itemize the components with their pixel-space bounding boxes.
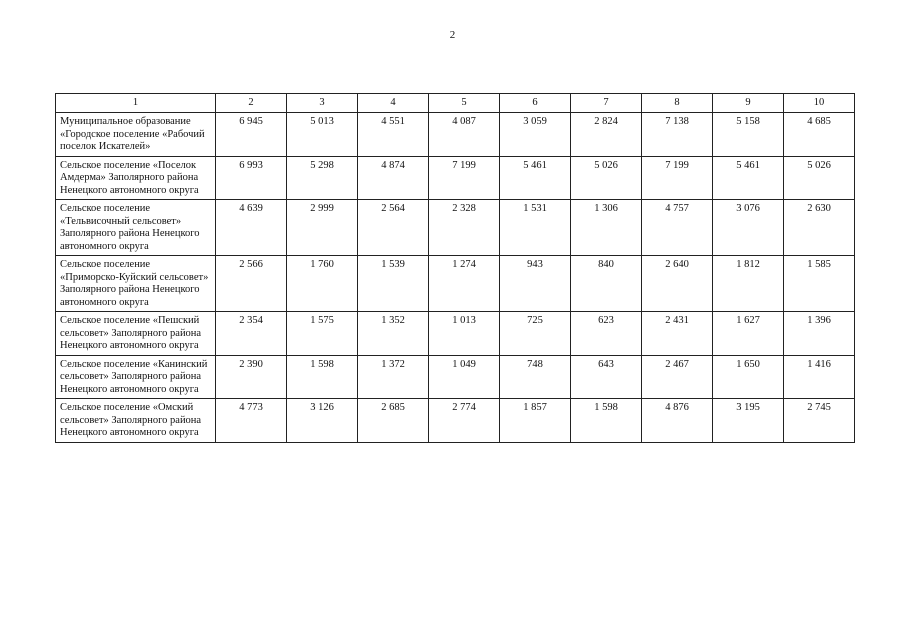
value-cell: 4 087	[429, 113, 500, 157]
column-header: 9	[713, 94, 784, 113]
value-cell: 2 630	[784, 200, 855, 256]
table-row	[56, 156, 855, 200]
value-cell: 2 999	[287, 200, 358, 256]
value-cell: 1 049	[429, 355, 500, 399]
value-cell: 2 390	[216, 355, 287, 399]
municipality-name-cell: Сельское поселение «Приморско-Куйский сельсовет» Заполярного района Ненецкого автономного округа	[56, 256, 216, 312]
value-cell: 7 138	[642, 113, 713, 157]
value-cell: 5 026	[571, 156, 642, 200]
municipality-name-cell: Сельское поселение «Пешский сельсовет» Заполярного района Ненецкого автономного округа	[56, 312, 216, 356]
column-header: 3	[287, 94, 358, 113]
value-cell: 1 274	[429, 256, 500, 312]
column-header: 2	[216, 94, 287, 113]
value-cell: 5 013	[287, 113, 358, 157]
column-header: 7	[571, 94, 642, 113]
column-header: 1	[56, 94, 216, 113]
value-cell: 1 352	[358, 312, 429, 356]
page-number: 2	[449, 29, 456, 41]
column-header: 6	[500, 94, 571, 113]
value-cell: 2 354	[216, 312, 287, 356]
value-cell: 4 876	[642, 399, 713, 443]
value-cell: 3 126	[287, 399, 358, 443]
value-cell: 1 650	[713, 355, 784, 399]
value-cell: 1 372	[358, 355, 429, 399]
value-cell: 1 760	[287, 256, 358, 312]
value-cell: 3 076	[713, 200, 784, 256]
value-cell: 2 328	[429, 200, 500, 256]
value-cell: 5 158	[713, 113, 784, 157]
value-cell: 1 598	[571, 399, 642, 443]
table-row	[56, 355, 855, 399]
value-cell: 725	[500, 312, 571, 356]
table-row	[56, 399, 855, 443]
municipality-name-cell: Сельское поселение «Омский сельсовет» Заполярного района Ненецкого автономного округа	[56, 399, 216, 443]
table-header-row	[56, 94, 855, 113]
value-cell: 1 531	[500, 200, 571, 256]
value-cell: 2 431	[642, 312, 713, 356]
value-cell: 2 824	[571, 113, 642, 157]
value-cell: 1 812	[713, 256, 784, 312]
column-header: 5	[429, 94, 500, 113]
value-cell: 7 199	[429, 156, 500, 200]
value-cell: 6 993	[216, 156, 287, 200]
value-cell: 4 773	[216, 399, 287, 443]
value-cell: 1 585	[784, 256, 855, 312]
municipality-name-cell: Муниципальное образование «Городское поселение «Рабочий поселок Искателей»	[56, 113, 216, 157]
column-header: 8	[642, 94, 713, 113]
value-cell: 2 685	[358, 399, 429, 443]
value-cell: 1 013	[429, 312, 500, 356]
value-cell: 2 564	[358, 200, 429, 256]
municipality-name-cell: Сельское поселение «Тельвисочный сельсовет» Заполярного района Ненецкого автономного округа	[56, 200, 216, 256]
value-cell: 4 874	[358, 156, 429, 200]
value-cell: 1 575	[287, 312, 358, 356]
value-cell: 5 461	[713, 156, 784, 200]
value-cell: 7 199	[642, 156, 713, 200]
value-cell: 4 639	[216, 200, 287, 256]
value-cell: 1 416	[784, 355, 855, 399]
value-cell: 1 598	[287, 355, 358, 399]
value-cell: 943	[500, 256, 571, 312]
value-cell: 840	[571, 256, 642, 312]
data-table	[55, 93, 855, 443]
column-header: 4	[358, 94, 429, 113]
municipality-name-cell: Сельское поселение «Канинский сельсовет» Заполярного района Ненецкого автономного округа	[56, 355, 216, 399]
value-cell: 2 774	[429, 399, 500, 443]
value-cell: 4 685	[784, 113, 855, 157]
value-cell: 2 566	[216, 256, 287, 312]
table-row	[56, 312, 855, 356]
value-cell: 2 745	[784, 399, 855, 443]
value-cell: 1 857	[500, 399, 571, 443]
value-cell: 5 461	[500, 156, 571, 200]
value-cell: 643	[571, 355, 642, 399]
value-cell: 3 195	[713, 399, 784, 443]
value-cell: 6 945	[216, 113, 287, 157]
value-cell: 623	[571, 312, 642, 356]
municipality-name-cell: Сельское поселение «Поселок Амдерма» Заполярного района Ненецкого автономного округа	[56, 156, 216, 200]
value-cell: 748	[500, 355, 571, 399]
value-cell: 1 539	[358, 256, 429, 312]
column-header: 10	[784, 94, 855, 113]
value-cell: 1 627	[713, 312, 784, 356]
value-cell: 4 757	[642, 200, 713, 256]
table-row	[56, 200, 855, 256]
table-row	[56, 113, 855, 157]
value-cell: 1 396	[784, 312, 855, 356]
value-cell: 2 467	[642, 355, 713, 399]
value-cell: 5 026	[784, 156, 855, 200]
table-row	[56, 256, 855, 312]
value-cell: 1 306	[571, 200, 642, 256]
value-cell: 3 059	[500, 113, 571, 157]
value-cell: 2 640	[642, 256, 713, 312]
value-cell: 4 551	[358, 113, 429, 157]
value-cell: 5 298	[287, 156, 358, 200]
